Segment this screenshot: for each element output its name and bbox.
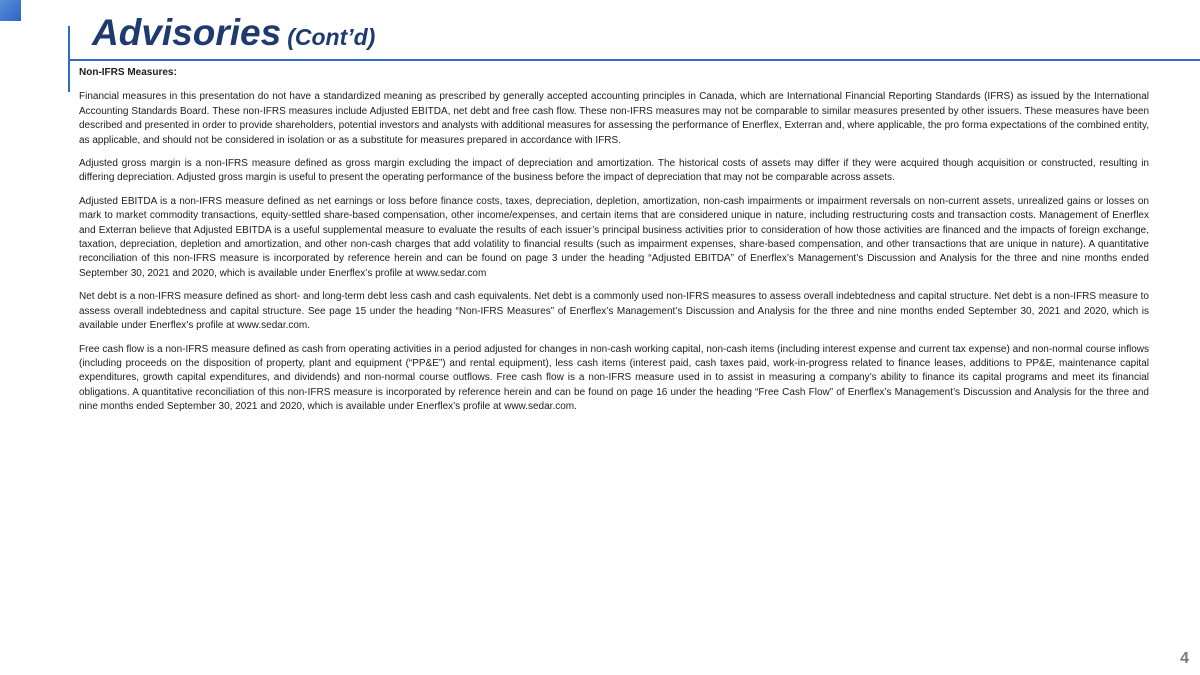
paragraph-financial-measures: Financial measures in this presentation do not have a standardized meaning as prescribed by generally accepted accounting principles in Canada, which are International Financial Reporting Standards (IFRS) as issued by the International Accounting Standards Board. These non-IFRS measures include Adjusted EBITDA, net debt and free cash flow. These non-IFRS measures may not be comparable to similar measures presented by other issuers. These measures have been described and presented in order to provide shareholders, potential investors and analysts with additional measures for assessing the performance of Enerflex, Exterran and, where applicable, the pro forma expectations of the combined entity, as applicable, and should not be considered in isolation or as a substitute for measures prepared in accordance with IFRS. [79, 91, 1149, 146]
slide-title-suffix: (Cont’d) [287, 24, 376, 50]
paragraph-adjusted-gross-margin: Adjusted gross margin is a non-IFRS measure defined as gross margin excluding the impact of depreciation and amortization. The historical costs of assets may differ if they were acquired though acquisition or constructed, resulting in differing depreciation. Adjusted gross margin is useful to present the operating performance of the business before the impact of depreciation that may not be comparable across assets. [79, 158, 1149, 184]
page-number: 4 [1180, 650, 1189, 667]
slide-body [79, 66, 1149, 424]
section-heading: Non-IFRS Measures: [79, 67, 177, 78]
paragraph-free-cash-flow: Free cash flow is a non-IFRS measure defined as cash from operating activities in a period adjusted for changes in non-cash working capital, non-cash items (including interest expense and current tax expense) and non-normal course inflows (including proceeds on the disposition of property, plant and equipment (“PP&E”) and rental equipment), less cash items (interest paid, cash taxes paid, work-in-progress related to finance leases, additions to PP&E, maintenance capital expenditures, growth capital expenditures, and dividends) and non-normal course outflows. Free cash flow is a non-IFRS measure used in to assist in measuring a company’s ability to finance its capital programs and meet its financial obligations. A quantitative reconciliation of this non-IFRS measure is incorporated by reference herein and can be found on page 16 under the heading “Free Cash Flow” of Enerflex’s Management’s Discussion and Analysis for the three and nine months ended September 30, 2021 and 2020, which is available under Enerflex’s profile at www.sedar.com. [79, 343, 1149, 413]
paragraph-adjusted-ebitda: Adjusted EBITDA is a non-IFRS measure defined as net earnings or loss before finance costs, taxes, depreciation, depletion, amortization, non-cash impairments or impairment reversals on non-current assets, unrealized gains or losses on mark to market commodity transactions, equity-settled share-based compensation, other income/expenses, and certain items that are considered unique in nature, including restructuring costs and transaction costs. Management of Enerflex and Exterran believe that Adjusted EBITDA is a useful supplemental measure to evaluate the results of each issuer’s principal business activities prior to consideration of how those activities are financed and the impacts of foreign exchange, taxation, depreciation, depletion and amortization, and other non-cash charges that add volatility to financial results (such as impairment expenses, share-based compensation, and other transactions that are unique in nature). A quantitative reconciliation of this non-IFRS measure is incorporated by reference herein and can be found on page 3 under the heading “Adjusted EBITDA” of Enerflex’s Management’s Discussion and Analysis for the three and nine months ended September 30, 2021 and 2020, which is available under Enerflex’s profile at www.sedar.com [79, 195, 1149, 279]
slide-title [92, 14, 375, 51]
slide-title-main: Advisories [92, 12, 282, 53]
paragraph-net-debt: Net debt is a non-IFRS measure defined as short- and long-term debt less cash and cash equivalents. Net debt is a commonly used non-IFRS measures to assess overall indebtedness and capital structure. Net debt is a non-IFRS measure to assess overall indebtedness and capital structure. See page 15 under the heading “Non-IFRS Measures” of Enerflex’s Management’s Discussion and Analysis for the three and nine months ended September 30, 2021 and 2020, which is available under Enerflex’s profile at www.sedar.com. [79, 291, 1149, 332]
corner-accent-square [0, 0, 21, 21]
title-horizontal-rule [68, 59, 1200, 61]
